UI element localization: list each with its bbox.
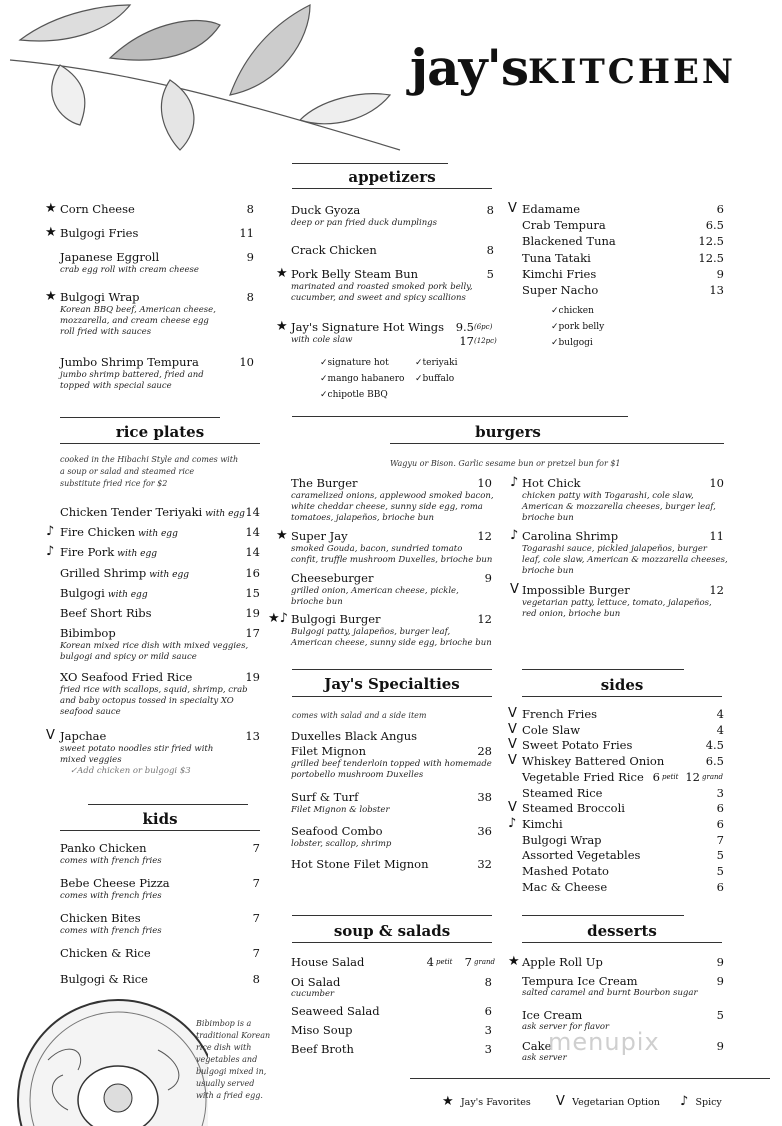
appetizer-desc: mozzarella, and cream cheese egg	[60, 316, 209, 326]
specialty-item: Duxelles Black Angus	[291, 729, 418, 743]
kids-rule	[60, 830, 260, 831]
burger-price: 12	[709, 583, 724, 597]
vegetarian-icon: V	[508, 737, 517, 753]
chili-icon: ♪	[510, 475, 519, 490]
specialties-note: comes with salad and a side item	[292, 711, 427, 720]
dessert-item: Tempura Ice Cream	[522, 974, 638, 988]
chili-icon: ♪	[508, 815, 517, 831]
appetizer-item: Japanese Eggroll	[60, 250, 160, 264]
burger-desc: tomatoes, jalapeños, brioche bun	[291, 513, 435, 523]
rice-plate-desc: bulgogi and spicy or mild sauce	[60, 652, 197, 662]
kids-desc: comes with french fries	[60, 891, 162, 901]
specialty-price: 36	[477, 824, 492, 838]
vegetarian-icon: V	[510, 582, 519, 597]
soup-salads-heading: soup & salads	[333, 922, 451, 940]
vegetarian-icon: V	[508, 706, 517, 721]
appetizer-desc: jumbo shrimp battered, fried and	[60, 370, 204, 380]
star-icon: ★	[45, 201, 57, 216]
rice-plate-price: 16	[245, 566, 260, 580]
wing-flavor: ✓buffalo	[415, 374, 455, 384]
bibimbop-note-line: bulgogi mixed in,	[196, 1067, 267, 1076]
specialty-price: 38	[477, 790, 492, 804]
dessert-item: Ice Cream	[522, 1008, 583, 1022]
dessert-price: 9	[716, 1039, 724, 1053]
side-price: 6	[716, 801, 724, 816]
legend-favorites	[442, 1094, 531, 1109]
side-item: Mac & Cheese	[522, 879, 608, 894]
kids-price: 7	[252, 876, 260, 890]
appetizer-item: Crack Chicken	[291, 243, 377, 257]
star-icon: ★	[45, 225, 57, 240]
side-price: 6.5	[705, 754, 724, 769]
rice-plate-extra: with egg	[107, 590, 148, 600]
rice-plate-price: 17	[245, 626, 260, 640]
appetizer-item: Jumbo Shrimp Tempura	[60, 355, 199, 369]
specialty-item: Hot Stone Filet Mignon	[291, 857, 429, 871]
soup-item: Oi Salad	[291, 975, 341, 989]
appetizer-item: Corn Cheese	[60, 202, 135, 216]
soup-desc: cucumber	[291, 989, 335, 999]
side-item: Whiskey Battered Onion	[522, 754, 665, 769]
dessert-price: 9	[716, 955, 724, 969]
kids-item: Bulgogi & Rice	[60, 972, 148, 986]
burger-desc: Togarashi sauce, pickled jalapeños, burger	[522, 544, 707, 554]
star-icon: ★	[276, 319, 288, 334]
side-price: 5	[716, 864, 724, 878]
dessert-desc: ask server for flavor	[522, 1022, 610, 1032]
legend-spicy	[680, 1094, 722, 1109]
burger-desc: American & mozzarella cheeses, burger leaf,	[522, 502, 716, 512]
rice-plate-desc: ✓Add chicken or bulgogi $3	[70, 766, 191, 776]
side-item: Vegetable Fried Rice	[522, 769, 644, 784]
soup-rule-top	[292, 915, 492, 916]
legend-vegetarian-label: Vegetarian Option	[572, 1097, 660, 1108]
leaf-branch-illustration	[0, 0, 420, 160]
burgers-heading: burgers	[475, 423, 541, 441]
vegetarian-icon: V	[508, 753, 517, 769]
appetizer-item: Tuna Tataki	[522, 250, 591, 265]
watermark: menupix	[548, 1028, 660, 1056]
specialties-heading: Jay's Specialties	[324, 675, 460, 693]
appetizer-item: Bulgogi Wrap	[60, 290, 140, 304]
burger-price: 9	[484, 571, 492, 585]
rice-plate-item	[60, 586, 148, 603]
burger-desc: grilled onion, American cheese, pickle,	[291, 586, 459, 596]
appetizer-desc: marinated and roasted smoked pork belly,	[291, 282, 473, 292]
appetizer-price: 12.5	[698, 234, 724, 249]
burger-price: 11	[709, 529, 724, 543]
specialty-desc: portobello mushroom Duxelles	[291, 770, 424, 780]
specialties-rule-top	[292, 669, 492, 670]
soup-price-grand: 7	[464, 955, 472, 969]
rice-plate-name: Fire Pork	[60, 545, 115, 559]
rice-note: substitute fried rice for $2	[60, 479, 168, 488]
sides-heading: sides	[600, 676, 644, 694]
vegetarian-icon: V	[556, 1094, 565, 1109]
star-icon: ★	[276, 266, 288, 281]
burger-desc: white cheddar cheese, sunny side egg, roma	[291, 502, 483, 512]
wing-flavor: ✓signature hot	[320, 358, 389, 368]
appetizer-item: Blackened Tuna	[522, 234, 616, 249]
burger-item: The Burger	[291, 476, 358, 490]
burger-desc: leaf, cole slaw, American & mozzarella cheeses,	[522, 555, 728, 565]
soup-price: 3	[484, 1042, 492, 1056]
soup-price: 3	[484, 1023, 492, 1037]
star-icon: ★♪	[268, 611, 288, 626]
wings-price-12: 17	[459, 334, 474, 348]
sides-rule-top	[522, 669, 684, 670]
side-item: Mashed Potato	[522, 864, 609, 878]
burger-desc: caramelized onions, applewood smoked bacon,	[291, 491, 494, 501]
dessert-price: 9	[716, 974, 724, 988]
burger-desc: brioche bun	[291, 597, 343, 607]
soup-price: 6	[484, 1004, 492, 1018]
desserts-rule	[522, 942, 722, 943]
chili-icon: ♪	[46, 524, 55, 539]
soup-rule	[292, 942, 492, 943]
side-price-grand: 12	[685, 769, 700, 784]
rice-plate-price: 14	[245, 545, 260, 559]
side-item: French Fries	[522, 707, 598, 721]
side-price: 7	[716, 832, 724, 847]
bibimbop-note-line: usually served	[196, 1079, 255, 1088]
side-item: Assorted Vegetables	[522, 848, 641, 863]
legend-spicy-label: Spicy	[695, 1097, 722, 1108]
soup-item: Beef Broth	[291, 1042, 354, 1056]
rice-plate-item	[60, 729, 106, 744]
rice-plate-extra: with egg	[138, 529, 178, 539]
burger-desc: vegetarian patty, lettuce, tomato, jalapeños,	[522, 598, 712, 608]
burger-desc: American cheese, sunny side egg, brioche bun	[291, 638, 492, 648]
kids-item: Panko Chicken	[60, 841, 147, 855]
kids-desc: comes with french fries	[60, 856, 162, 866]
kids-price: 8	[252, 972, 260, 986]
appetizer-price: 13	[709, 283, 724, 297]
burger-desc: brioche bun	[522, 566, 574, 576]
rice-plate-name: Grilled Shrimp	[60, 566, 147, 580]
appetizer-price: 6.5	[705, 218, 724, 233]
side-item: Cole Slaw	[522, 722, 581, 737]
appetizer-price: 11	[239, 226, 254, 240]
appetizer-price: 5	[486, 267, 494, 281]
appetizer-price: 8	[246, 290, 254, 304]
appetizer-price: 10	[239, 355, 254, 369]
appetizers-rule	[292, 188, 492, 189]
wings-count-12: (12pc)	[474, 337, 497, 345]
side-item: Bulgogi Wrap	[522, 832, 602, 847]
rice-plate-price: 14	[245, 525, 260, 539]
rice-plate-item	[60, 606, 152, 621]
vegetarian-icon: V	[46, 728, 55, 743]
burgers-rule	[390, 443, 724, 444]
nacho-option: ✓pork belly	[551, 322, 605, 332]
burger-item: Hot Chick	[522, 476, 581, 490]
appetizer-item: Kimchi Fries	[522, 266, 597, 281]
burger-item: Cheeseburger	[291, 571, 374, 585]
rice-note: cooked in the Hibachi Style and comes with	[60, 455, 239, 464]
bibimbop-note-line: Bibimbop is a	[196, 1019, 252, 1028]
burger-item: Impossible Burger	[522, 583, 630, 597]
bibimbop-note-line: rice dish with	[196, 1043, 252, 1052]
burger-desc: brioche bun	[522, 513, 574, 523]
burger-price: 12	[477, 529, 492, 543]
rice-plate-price: 19	[245, 670, 260, 684]
desserts-heading: desserts	[587, 922, 657, 940]
burger-item: Super Jay	[291, 529, 348, 543]
appetizer-item: Duck Gyoza	[291, 203, 361, 217]
appetizer-item: Pork Belly Steam Bun	[291, 267, 419, 281]
rice-plate-name: Chicken Tender Teriyaki	[60, 505, 203, 519]
legend-favorites-label: Jay's Favorites	[460, 1097, 531, 1108]
burger-price: 10	[709, 476, 724, 490]
burger-item: Bulgogi Burger	[291, 612, 381, 626]
burgers-note: Wagyu or Bison. Garlic sesame bun or pretzel bun for $1	[390, 459, 621, 468]
appetizers-heading: appetizers	[348, 168, 436, 186]
rice-plate-name: XO Seafood Fried Rice	[60, 670, 193, 684]
rice-plate-extra: with egg	[205, 509, 245, 519]
star-icon: ★	[45, 289, 57, 304]
burger-desc: chicken patty with Togarashi, cole slaw,	[522, 491, 694, 501]
side-price: 4	[716, 707, 724, 721]
footer-rule	[410, 1078, 770, 1079]
rice-plate-desc: sweet potato noodles stir fried with	[60, 744, 214, 754]
sides-rule	[522, 696, 722, 697]
appetizer-desc: deep or pan fried duck dumplings	[291, 218, 437, 228]
legend-vegetarian	[556, 1094, 660, 1109]
appetizer-price: 9	[246, 250, 254, 264]
specialty-price: 32	[477, 857, 492, 871]
appetizer-desc: crab egg roll with cream cheese	[60, 265, 199, 275]
rice-plates-heading: rice plates	[115, 423, 205, 441]
star-icon: ★	[508, 954, 520, 969]
vegetarian-icon: V	[508, 800, 517, 816]
appetizer-item: Edamame	[522, 202, 581, 216]
kids-item: Bebe Cheese Pizza	[60, 876, 170, 890]
vegetarian-icon: V	[508, 721, 517, 737]
soup-item: Seaweed Salad	[291, 1004, 380, 1018]
kids-heading: kids	[142, 810, 178, 828]
specialty-price: 28	[477, 744, 492, 758]
kids-rule-top	[88, 804, 248, 805]
appetizer-desc: with cole slaw	[291, 335, 353, 345]
desserts-rule-top	[522, 915, 684, 916]
soup-price-petit: 4	[426, 955, 434, 969]
side-label-grand: grand	[702, 772, 723, 781]
soup-item: Miso Soup	[291, 1023, 353, 1037]
brand-kitchen: KITCHEN	[528, 52, 736, 92]
wing-flavor: ✓chipotle BBQ	[320, 390, 388, 400]
burger-price: 12	[477, 612, 492, 626]
bibimbop-note-line: traditional Korean	[196, 1031, 271, 1040]
side-item: Steamed Broccoli	[522, 801, 625, 816]
burger-price: 10	[477, 476, 492, 490]
side-item: Sweet Potato Fries	[522, 738, 633, 753]
soup-label-petit: petit	[436, 958, 453, 966]
appetizer-price: 8	[486, 243, 494, 257]
wings-count-6: (6pc)	[474, 323, 493, 331]
rice-rule-top	[60, 417, 220, 418]
side-price: 6	[716, 879, 724, 894]
appetizer-price: 8	[486, 203, 494, 217]
rice-plate-extra: with egg	[117, 549, 157, 559]
side-price: 6	[716, 816, 724, 831]
side-item: Kimchi	[522, 816, 563, 831]
side-price: 4.5	[705, 738, 724, 753]
side-price-petit: 6	[652, 769, 660, 784]
specialty-desc: Filet Mignon & lobster	[291, 805, 390, 815]
appetizer-item: Jay's Signature Hot Wings	[291, 320, 445, 334]
nacho-option: ✓chicken	[551, 306, 594, 316]
nacho-option: ✓bulgogi	[551, 338, 593, 348]
appetizer-item: Super Nacho	[522, 283, 599, 297]
kids-price: 7	[252, 946, 260, 960]
appetizer-price: 8	[246, 202, 254, 216]
dessert-price: 5	[716, 1008, 724, 1022]
wing-flavor: ✓teriyaki	[415, 358, 458, 368]
burger-desc: confit, truffle mushroom Duxelles, brioche bun	[291, 555, 493, 565]
star-icon: ★	[442, 1094, 454, 1109]
soup-price: 8	[484, 975, 492, 989]
appetizer-desc: roll fried with sauces	[60, 327, 152, 337]
burger-item: Carolina Shrimp	[522, 529, 619, 543]
chili-icon: ♪	[46, 544, 55, 559]
rice-plate-item	[60, 566, 189, 583]
wing-flavor: ✓mango habanero	[320, 374, 405, 384]
rice-plate-desc: Korean mixed rice dish with mixed veggies,	[60, 641, 249, 651]
rice-plate-price: 15	[245, 586, 260, 600]
specialty-desc: lobster, scallop, shrimp	[291, 839, 392, 849]
brand-jays: jay's	[410, 38, 528, 97]
rice-plate-price: 14	[245, 505, 260, 519]
side-price: 3	[716, 785, 724, 800]
dessert-item: Cake	[522, 1039, 552, 1053]
rice-note: a soup or salad and steamed rice	[60, 467, 195, 476]
kids-item: Chicken Bites	[60, 911, 141, 925]
rice-plate-item	[60, 525, 178, 542]
appetizer-desc: cucumber, and sweet and spicy scallions	[291, 293, 466, 303]
rice-plate-desc: mixed veggies	[60, 755, 122, 765]
specialty-item: Surf & Turf	[291, 790, 359, 804]
appetizer-price: 9	[716, 266, 724, 281]
specialty-desc: grilled beef tenderloin topped with homemade	[291, 759, 492, 769]
kids-item: Chicken & Rice	[60, 946, 151, 960]
rice-plate-name: Bulgogi	[60, 586, 105, 600]
rice-plate-item	[60, 545, 157, 562]
appetizer-item: Bulgogi Fries	[60, 226, 139, 240]
rice-plate-item	[60, 670, 192, 685]
dessert-item: Apple Roll Up	[522, 955, 603, 969]
appetizer-desc: topped with special sauce	[60, 381, 172, 391]
rice-plate-name: Beef Short Ribs	[60, 606, 152, 620]
vegetarian-icon: V	[508, 201, 517, 216]
soup-label-grand: grand	[474, 958, 495, 966]
brand-logo	[410, 38, 750, 108]
kids-price: 7	[252, 911, 260, 925]
rice-plate-name: Japchae	[60, 729, 107, 743]
side-price: 5	[716, 848, 724, 863]
bibimbop-note-line: vegetables and	[196, 1055, 258, 1064]
dessert-desc: ask server	[522, 1053, 567, 1063]
appetizer-desc: Korean BBQ beef, American cheese,	[60, 305, 216, 315]
rice-plate-item	[60, 626, 116, 641]
rice-rule	[60, 443, 260, 444]
side-label-petit: petit	[662, 772, 679, 781]
bibimbop-note-line: with a fried egg.	[196, 1091, 263, 1100]
appetizer-item: Crab Tempura	[522, 218, 606, 233]
burger-desc: Bulgogi patty, jalapeños, burger leaf,	[291, 627, 451, 637]
rice-plate-name: Bibimbop	[60, 626, 116, 640]
kids-desc: comes with french fries	[60, 926, 162, 936]
rice-plate-price: 13	[245, 729, 260, 743]
chili-icon: ♪	[510, 528, 519, 543]
kids-price: 7	[252, 841, 260, 855]
star-icon: ★	[276, 528, 288, 543]
rice-plate-desc: seafood sauce	[60, 707, 121, 717]
burgers-rule-top	[292, 416, 628, 417]
burger-desc: red onion, brioche bun	[522, 609, 621, 619]
wings-price-6: 9.5	[455, 320, 474, 334]
side-price: 4	[716, 722, 724, 737]
burger-desc: smoked Gouda, bacon, sundried tomato	[291, 544, 463, 554]
appetizer-price: 6	[716, 202, 724, 216]
specialties-rule	[292, 696, 492, 697]
chili-icon: ♪	[680, 1094, 689, 1109]
rice-plate-desc: and baby octopus tossed in specialty XO	[60, 696, 234, 706]
specialty-item: Filet Mignon	[291, 744, 366, 758]
appetizer-price: 12.5	[698, 250, 724, 265]
soup-item: House Salad	[291, 955, 365, 969]
bibimbop-bowl-illustration	[8, 990, 208, 1126]
rice-plate-extra: with egg	[149, 570, 189, 580]
rice-plate-desc: fried rice with scallops, squid, shrimp, crab	[60, 685, 248, 695]
side-item: Steamed Rice	[522, 785, 603, 800]
specialty-item: Seafood Combo	[291, 824, 383, 838]
rice-plate-price: 19	[245, 606, 260, 620]
rice-plate-name: Fire Chicken	[60, 525, 136, 539]
dessert-desc: salted caramel and burnt Bourbon sugar	[522, 988, 698, 998]
appetizers-rule-top	[292, 163, 448, 164]
